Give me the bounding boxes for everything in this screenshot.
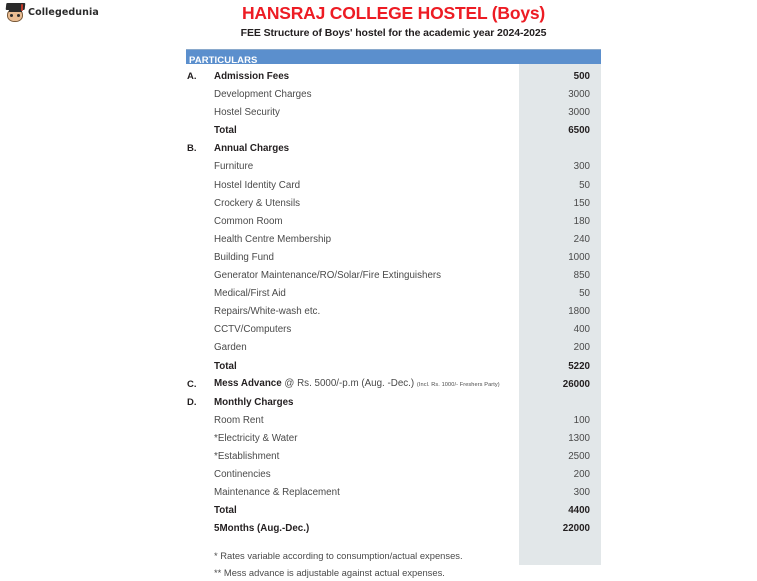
table-row	[186, 195, 601, 213]
row-amount: 180	[573, 215, 590, 227]
table-row	[186, 104, 601, 122]
table-row	[186, 466, 601, 484]
table-row	[186, 448, 601, 466]
row-amount: 5220	[568, 360, 590, 372]
footnotes-block	[186, 547, 601, 581]
row-amount: 1800	[568, 306, 590, 318]
table-header-row	[186, 49, 601, 64]
page-subtitle: FEE Structure of Boys' hostel for the academic year 2024-2025	[240, 27, 547, 39]
row-section-letter: B.	[187, 143, 197, 155]
collegedunia-watermark	[6, 3, 99, 22]
row-amount: 200	[573, 469, 590, 481]
table-row	[186, 285, 601, 303]
graduation-cap-avatar-icon	[6, 3, 25, 22]
footnote-text: * Rates variable according to consumption/actual expenses.	[214, 550, 463, 562]
row-label: Medical/First Aid	[214, 288, 286, 300]
table-row	[186, 86, 601, 104]
row-label: Furniture	[214, 161, 254, 173]
row-amount: 150	[573, 197, 590, 209]
table-row	[186, 140, 601, 158]
row-label: Garden	[214, 342, 247, 354]
table-row	[186, 213, 601, 231]
row-amount: 6500	[568, 125, 590, 137]
table-row	[186, 158, 601, 176]
row-label: Mess Advance @ Rs. 5000/-p.m (Aug. -Dec.) (Incl. Rs. 1000/- Freshers Party)	[214, 378, 500, 390]
table-row	[186, 502, 601, 520]
row-label: Health Centre Membership	[214, 233, 332, 245]
row-label: Total	[214, 505, 237, 517]
row-section-letter: D.	[187, 396, 197, 408]
column-header-particulars: PARTICULARS	[189, 55, 258, 66]
fee-table	[186, 49, 601, 579]
row-section-letter: A.	[187, 71, 197, 82]
document-title-block	[0, 0, 757, 40]
row-label-detail: @ Rs. 5000/-p.m (Aug. -Dec.)	[281, 378, 417, 390]
row-amount: 200	[573, 342, 590, 354]
row-label: Generator Maintenance/RO/Solar/Fire Extinguishers	[214, 270, 442, 282]
table-row	[186, 484, 601, 502]
table-row	[186, 430, 601, 448]
row-label: Admission Fees	[214, 71, 290, 82]
table-row	[186, 321, 601, 339]
row-label: Maintenance & Replacement	[214, 487, 340, 499]
row-label: *Electricity & Water	[214, 432, 298, 444]
row-amount: 500	[573, 71, 590, 82]
fee-row-list	[186, 64, 601, 538]
row-label: Development Charges	[214, 89, 312, 101]
row-amount: 850	[573, 270, 590, 282]
table-row	[186, 68, 601, 86]
row-section-letter: C.	[187, 378, 197, 390]
table-row	[186, 249, 601, 267]
row-amount: 3000	[568, 107, 590, 119]
row-label: Room Rent	[214, 414, 264, 426]
footnote-text: ** Mess advance is adjustable against actual expenses.	[214, 567, 445, 579]
row-amount: 2500	[568, 450, 590, 462]
table-row	[186, 376, 601, 394]
row-label: *Establishment	[214, 450, 280, 462]
row-amount: 26000	[562, 378, 590, 390]
row-amount: 22000	[562, 523, 590, 535]
row-amount: 100	[573, 414, 590, 426]
row-amount: 1000	[568, 251, 590, 263]
row-label: 5Months (Aug.-Dec.)	[214, 523, 310, 535]
row-amount: 1300	[568, 432, 590, 444]
table-row	[186, 231, 601, 249]
row-label: Common Room	[214, 215, 283, 227]
row-label: Total	[214, 125, 237, 137]
row-amount: 3000	[568, 89, 590, 101]
row-label: Hostel Identity Card	[214, 179, 301, 191]
row-amount: 50	[579, 179, 590, 191]
row-label: Building Fund	[214, 251, 274, 263]
row-label: Continencies	[214, 469, 271, 481]
row-label: Repairs/White-wash etc.	[214, 306, 321, 318]
table-row	[186, 339, 601, 357]
table-row	[186, 394, 601, 412]
row-amount: 50	[579, 288, 590, 300]
row-label: Total	[214, 360, 237, 372]
table-row	[186, 267, 601, 285]
row-label: Crockery & Utensils	[214, 197, 301, 209]
table-row	[186, 303, 601, 321]
row-amount: 4400	[568, 505, 590, 517]
collegedunia-brand-text: Collegedunia	[28, 7, 99, 18]
row-label: Monthly Charges	[214, 396, 294, 408]
row-label: CCTV/Computers	[214, 324, 292, 336]
row-amount: 300	[573, 161, 590, 173]
page-title: HANSRAJ COLLEGE HOSTEL (Boys)	[241, 3, 546, 23]
table-row	[186, 358, 601, 376]
table-row	[186, 177, 601, 195]
row-amount: 240	[573, 233, 590, 245]
row-label-footnote: (Incl. Rs. 1000/- Freshers Party)	[416, 382, 500, 389]
table-row	[186, 122, 601, 140]
row-amount: 400	[573, 324, 590, 336]
row-label: Hostel Security	[214, 107, 280, 119]
table-row	[186, 520, 601, 538]
table-row	[186, 412, 601, 430]
row-label: Annual Charges	[214, 143, 290, 155]
row-amount: 300	[573, 487, 590, 499]
